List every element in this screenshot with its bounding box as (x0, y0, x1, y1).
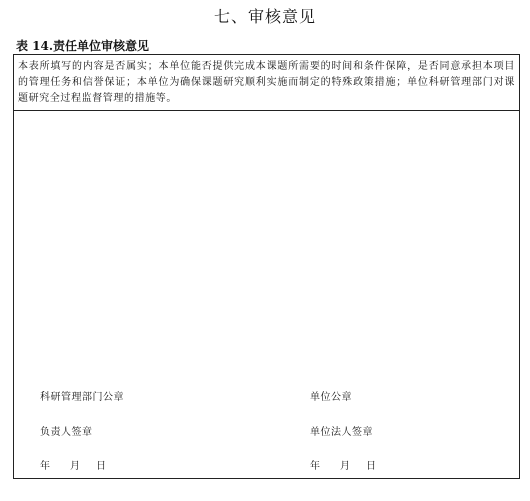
unit-seal-label: 单位公章 (310, 392, 352, 403)
research-dept-seal-label: 科研管理部门公章 (40, 392, 124, 403)
right-date-month: 月 (340, 461, 350, 472)
review-opinion-form (13, 54, 520, 479)
instructions-text: 本表所填写的内容是否属实；本单位能否提供完成本课题所需要的时间和条件保障，是否同意承担本项目的管理任务和信誉保证；本单位为确保课题研究顺利实施而制定的特殊政策措施；单位科研管理部门对课题研究全过程监督管理的措施等。 (14, 55, 519, 111)
section-title: 七、审核意见 (213, 7, 316, 26)
responsible-person-signature-label: 负责人签章 (40, 427, 93, 438)
table-caption: 表 14.责任单位审核意见 (16, 39, 150, 53)
left-date-day: 日 (96, 461, 106, 472)
right-date-day: 日 (366, 461, 376, 472)
legal-representative-signature-label: 单位法人签章 (310, 427, 373, 438)
right-date-year: 年 (310, 461, 320, 472)
left-date-month: 月 (70, 461, 80, 472)
left-date-year: 年 (40, 461, 50, 472)
